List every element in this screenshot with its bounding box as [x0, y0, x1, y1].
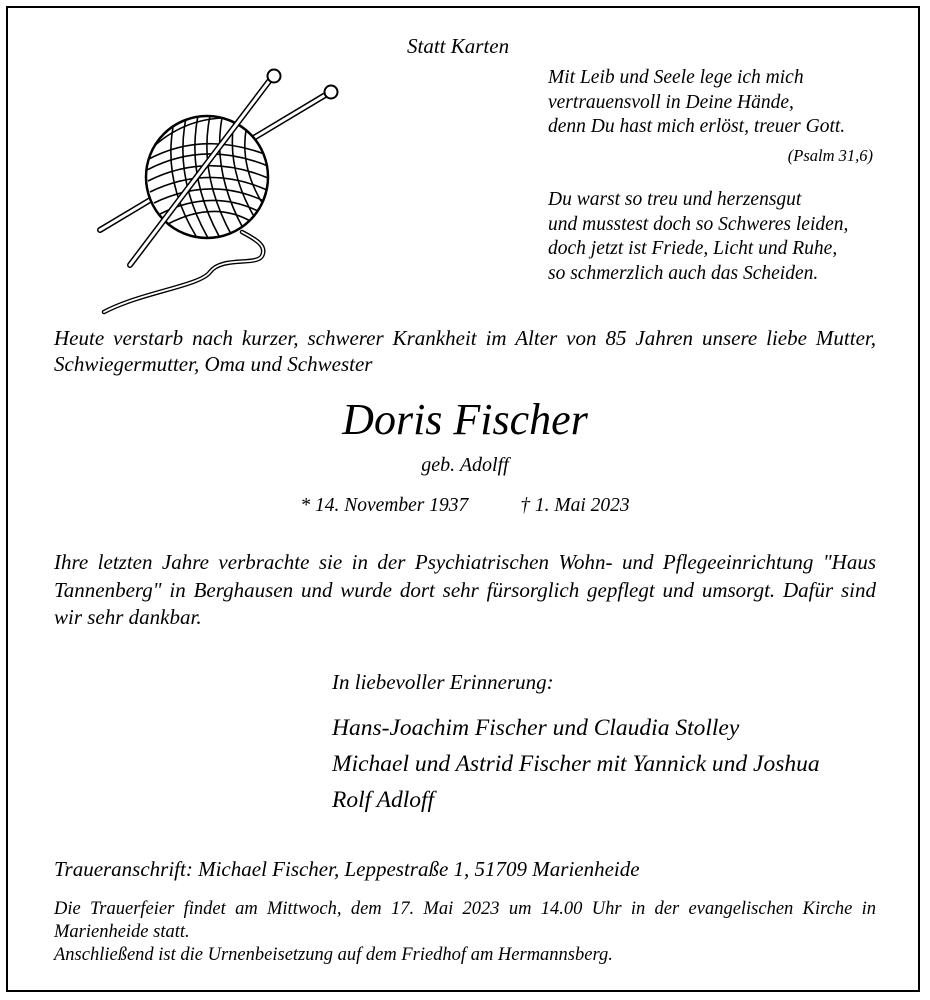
- death-announcement-intro: Heute verstarb nach kurzer, schwerer Krankheit im Alter von 85 Jahren unsere liebe Mutter, Schwiegermutter, Oma und Schwester: [54, 326, 876, 376]
- memorial-poem: [548, 188, 848, 286]
- mourner-entry: Rolf Adloff: [332, 787, 435, 813]
- funeral-service-text: Die Trauerfeier findet am Mittwoch, dem 17. Mai 2023 um 14.00 Uhr in der evangelischen Kirche in Marienheide statt.: [54, 899, 876, 942]
- life-dates: [0, 495, 930, 517]
- death-date: † 1. Mai 2023: [520, 495, 630, 516]
- psalm-verse: [548, 66, 845, 140]
- poem-line: so schmerzlich auch das Scheiden.: [548, 262, 819, 284]
- poem-line: doch jetzt ist Friede, Licht und Ruhe,: [548, 238, 838, 259]
- yarn-ball-with-knitting-needles-icon: [92, 60, 372, 320]
- funeral-details: [54, 898, 876, 967]
- mourning-address: Traueranschrift: Michael Fischer, Leppestraße 1, 51709 Marienheide: [54, 857, 640, 881]
- mourners-list: [332, 710, 820, 818]
- deceased-name: Doris Fischer: [342, 395, 588, 444]
- poem-line: Du warst so treu und herzensgut: [548, 189, 802, 210]
- psalm-line: vertrauensvoll in Deine Hände,: [548, 91, 794, 113]
- remembrance-heading: In liebevoller Erinnerung:: [332, 670, 554, 694]
- psalm-reference: (Psalm 31,6): [787, 146, 873, 165]
- birth-name: geb. Adolff: [421, 454, 509, 476]
- poem-line: und musstest doch so Schweres leiden,: [548, 213, 849, 235]
- psalm-line: denn Du hast mich erlöst, treuer Gott.: [548, 116, 846, 137]
- mourner-entry: Michael und Astrid Fischer mit Yannick und Joshua: [332, 751, 820, 777]
- urn-burial-text: Anschließend ist die Urnenbeisetzung auf dem Friedhof am Hermannsberg.: [54, 945, 613, 965]
- birth-date: * 14. November 1937: [300, 495, 469, 516]
- mourner-entry: Hans-Joachim Fischer und Claudia Stolley: [332, 715, 740, 741]
- care-home-paragraph: Ihre letzten Jahre verbrachte sie in der Psychiatrischen Wohn- und Pflegeeinrichtung "Haus Tannenberg" in Berghausen und wurde dort sehr fürsorglich gepflegt und umsorgt. Dafür sind wir sehr dankbar.: [54, 550, 876, 629]
- psalm-line: Mit Leib und Seele lege ich mich: [548, 67, 804, 88]
- statt-karten-heading: Statt Karten: [407, 34, 510, 58]
